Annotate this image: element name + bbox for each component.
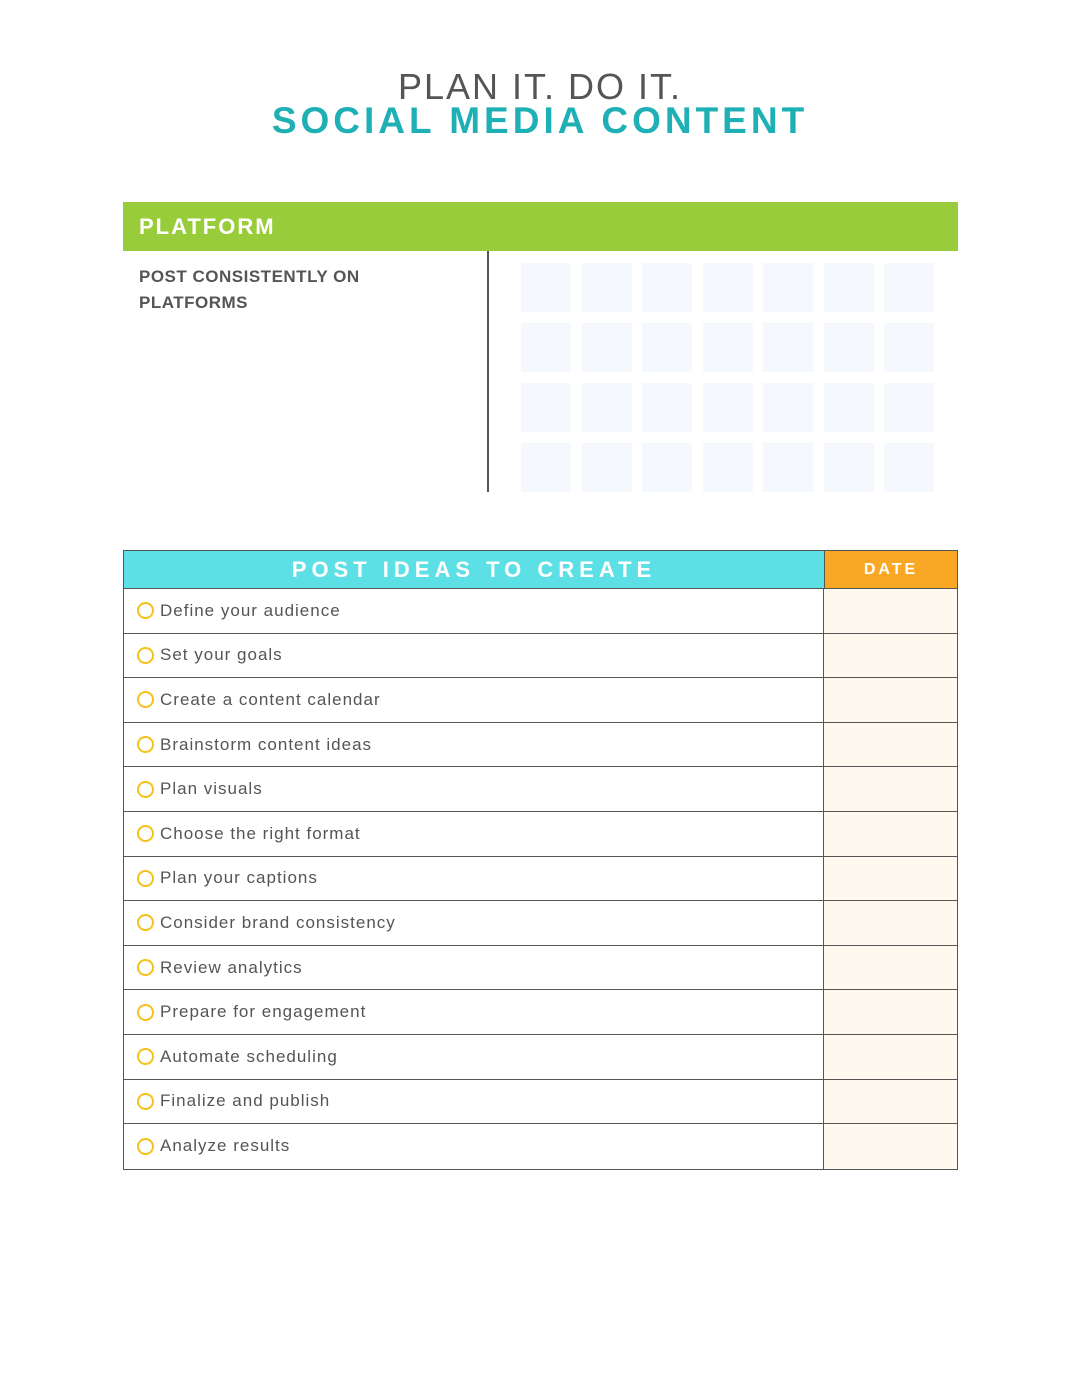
date-cell[interactable] — [824, 634, 957, 678]
table-row — [124, 812, 957, 857]
platform-grid-cell[interactable] — [521, 443, 571, 492]
date-cell[interactable] — [824, 1124, 957, 1169]
checkbox-circle-icon[interactable] — [137, 647, 154, 664]
task-cell — [124, 1035, 824, 1079]
date-cell[interactable] — [824, 857, 957, 901]
page-title: SOCIAL MEDIA CONTENT — [271, 100, 809, 141]
platform-grid-cell[interactable] — [763, 443, 813, 492]
task-label: Finalize and publish — [160, 1091, 331, 1111]
checkbox-circle-icon[interactable] — [137, 1093, 154, 1110]
date-cell[interactable] — [824, 946, 957, 990]
table-row — [124, 723, 957, 768]
table-row — [124, 589, 957, 634]
task-label: Brainstorm content ideas — [160, 734, 373, 754]
platform-grid-cell[interactable] — [521, 323, 571, 372]
platform-grid-cell[interactable] — [824, 263, 874, 312]
checkbox-circle-icon[interactable] — [137, 602, 154, 619]
platform-grid-cell[interactable] — [642, 383, 692, 432]
post-ideas-header: POST IDEAS TO CREATE — [124, 551, 825, 588]
date-cell[interactable] — [824, 678, 957, 722]
checkbox-circle-icon[interactable] — [137, 914, 154, 931]
platform-grid-cell[interactable] — [763, 323, 813, 372]
platform-grid — [521, 263, 935, 493]
post-ideas-rows — [124, 589, 957, 1169]
task-label: Prepare for engagement — [160, 1002, 367, 1022]
checkbox-circle-icon[interactable] — [137, 691, 154, 708]
platform-grid-cell[interactable] — [521, 383, 571, 432]
platform-grid-cell[interactable] — [824, 323, 874, 372]
task-cell — [124, 857, 824, 901]
checkbox-circle-icon[interactable] — [137, 1004, 154, 1021]
task-label: Consider brand consistency — [160, 912, 396, 932]
platform-grid-cell[interactable] — [642, 263, 692, 312]
checkbox-circle-icon[interactable] — [137, 870, 154, 887]
platform-grid-cell[interactable] — [824, 383, 874, 432]
platform-grid-cell[interactable] — [521, 263, 571, 312]
platform-grid-cell[interactable] — [642, 323, 692, 372]
task-label: Analyze results — [160, 1136, 291, 1156]
post-ideas-table-header — [124, 551, 957, 589]
task-cell — [124, 1080, 824, 1124]
table-row — [124, 1035, 957, 1080]
date-cell[interactable] — [824, 1080, 957, 1124]
task-cell — [124, 990, 824, 1034]
platform-grid-cell[interactable] — [703, 443, 753, 492]
date-header: DATE — [825, 551, 957, 588]
platform-grid-cell[interactable] — [884, 443, 934, 492]
checkbox-circle-icon[interactable] — [137, 736, 154, 753]
table-row — [124, 678, 957, 723]
table-row — [124, 634, 957, 679]
date-cell[interactable] — [824, 723, 957, 767]
task-cell — [124, 723, 824, 767]
date-cell[interactable] — [824, 990, 957, 1034]
task-label: Set your goals — [160, 645, 283, 665]
checkbox-circle-icon[interactable] — [137, 1048, 154, 1065]
task-cell — [124, 589, 824, 633]
page-subtitle: PLAN IT. DO IT. — [397, 66, 683, 107]
platform-grid-cell[interactable] — [703, 263, 753, 312]
platform-divider — [487, 251, 489, 492]
date-cell[interactable] — [824, 812, 957, 856]
platform-header-label: PLATFORM — [139, 214, 276, 239]
date-cell[interactable] — [824, 1035, 957, 1079]
task-cell — [124, 812, 824, 856]
platform-grid-cell[interactable] — [582, 323, 632, 372]
platform-note: POST CONSISTENTLY ON PLATFORMS — [139, 267, 360, 312]
task-label: Plan your captions — [160, 868, 318, 888]
checkbox-circle-icon[interactable] — [137, 781, 154, 798]
platform-grid-cell[interactable] — [703, 383, 753, 432]
checkbox-circle-icon[interactable] — [137, 1138, 154, 1155]
task-label: Choose the right format — [160, 823, 361, 843]
task-label: Review analytics — [160, 957, 303, 977]
platform-grid-cell[interactable] — [703, 323, 753, 372]
checkbox-circle-icon[interactable] — [137, 825, 154, 842]
platform-header-bar — [123, 202, 958, 251]
platform-grid-cell[interactable] — [582, 263, 632, 312]
platform-grid-cell[interactable] — [763, 383, 813, 432]
platform-grid-cell[interactable] — [582, 443, 632, 492]
task-cell — [124, 1124, 824, 1169]
table-row — [124, 990, 957, 1035]
task-cell — [124, 678, 824, 722]
task-label: Automate scheduling — [160, 1046, 338, 1066]
platform-grid-cell[interactable] — [642, 443, 692, 492]
table-row — [124, 857, 957, 902]
task-cell — [124, 767, 824, 811]
date-cell[interactable] — [824, 767, 957, 811]
platform-grid-cell[interactable] — [884, 263, 934, 312]
date-cell[interactable] — [824, 901, 957, 945]
platform-grid-cell[interactable] — [884, 323, 934, 372]
task-label: Define your audience — [160, 600, 341, 620]
table-row — [124, 1124, 957, 1169]
task-label: Plan visuals — [160, 779, 263, 799]
task-cell — [124, 634, 824, 678]
task-label: Create a content calendar — [160, 689, 381, 709]
platform-grid-cell[interactable] — [824, 443, 874, 492]
table-row — [124, 767, 957, 812]
platform-grid-cell[interactable] — [763, 263, 813, 312]
post-ideas-table — [123, 550, 958, 1170]
task-cell — [124, 901, 824, 945]
checkbox-circle-icon[interactable] — [137, 959, 154, 976]
table-row — [124, 901, 957, 946]
table-row — [124, 1080, 957, 1125]
platform-grid-cell[interactable] — [582, 383, 632, 432]
platform-grid-cell[interactable] — [884, 383, 934, 432]
table-row — [124, 946, 957, 991]
date-cell[interactable] — [824, 589, 957, 633]
task-cell — [124, 946, 824, 990]
